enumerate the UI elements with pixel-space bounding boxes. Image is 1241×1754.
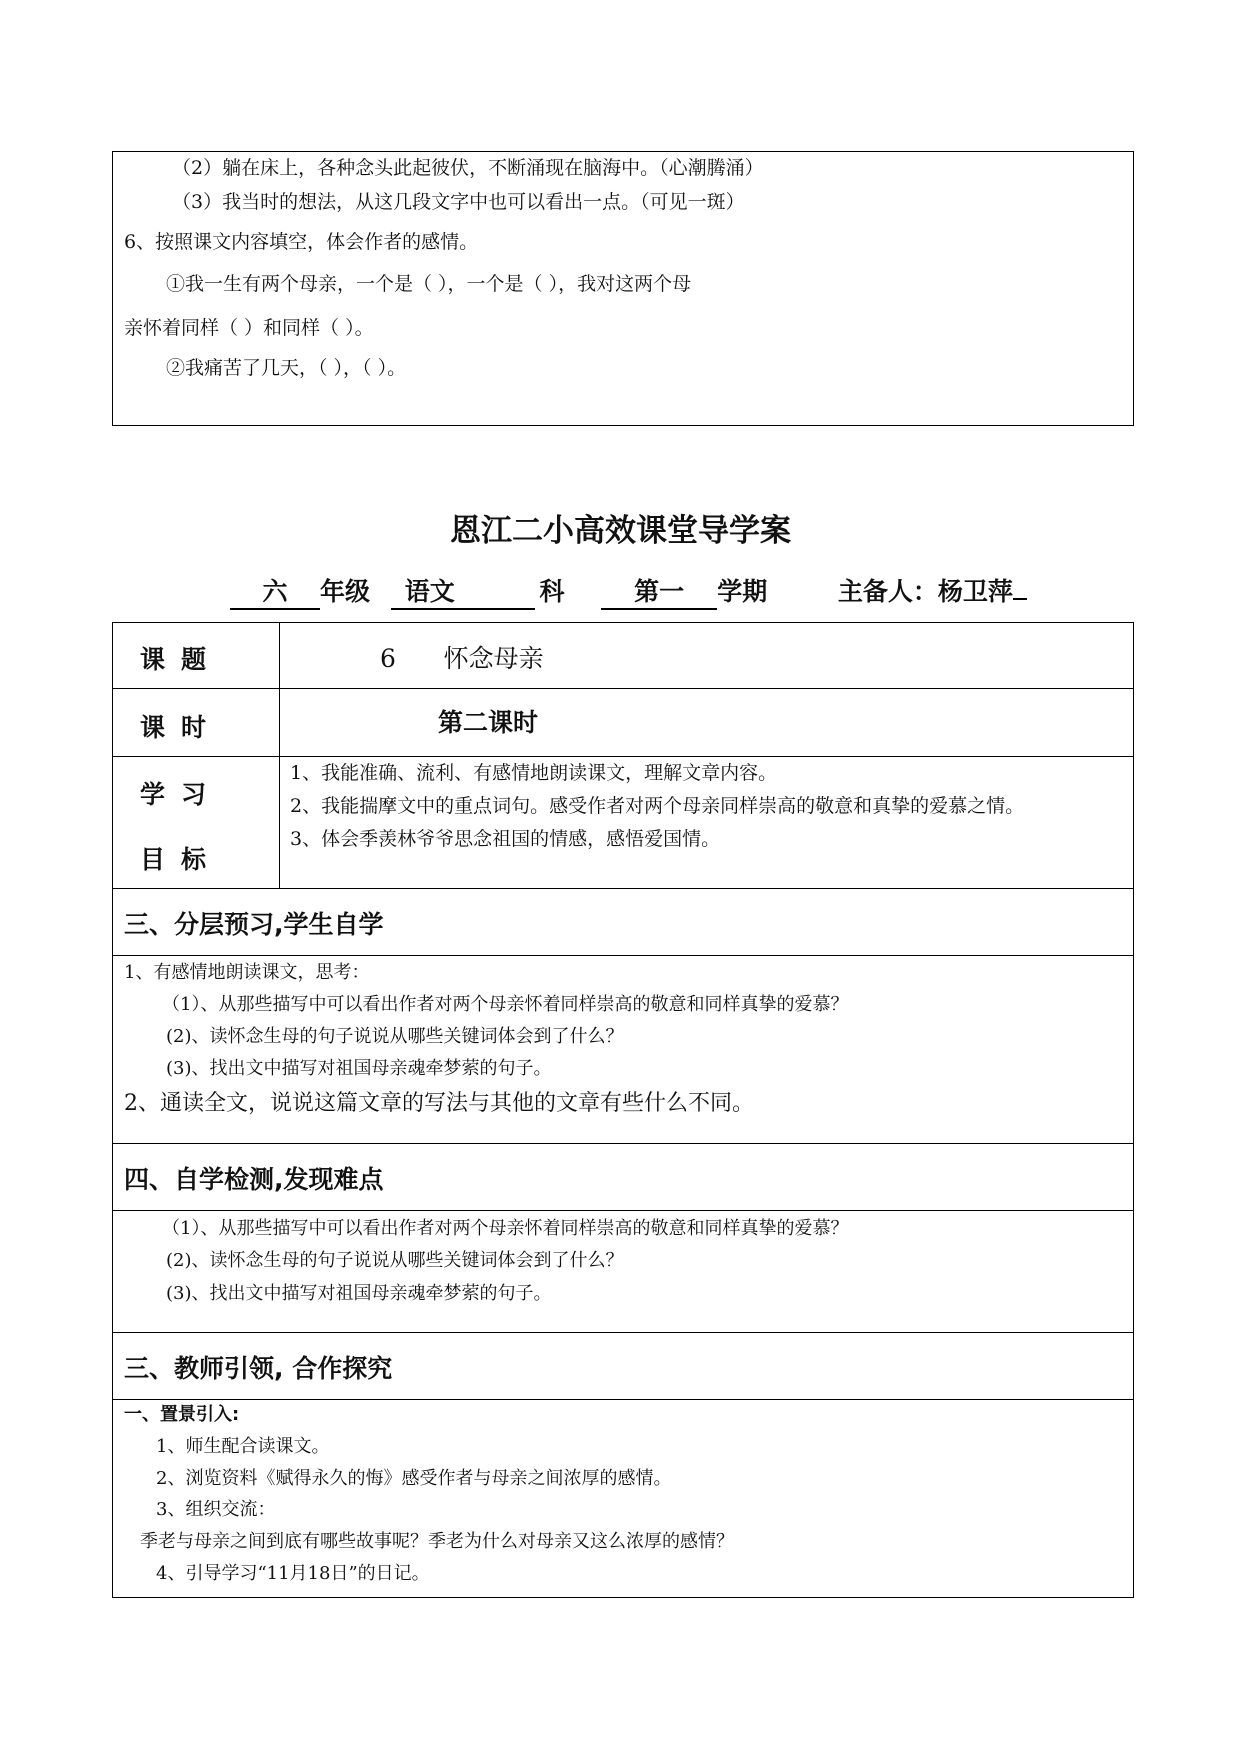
goal-item: 3、体会季羡林爷爷思念祖国的情感，感悟爱国情。 — [290, 828, 721, 850]
section-line: 4、引导学习“11月18日”的日记。 — [156, 1563, 430, 1584]
period-label: 课时 — [140, 713, 223, 742]
period-value: 第二课时 — [438, 708, 539, 737]
term-label: 学期 — [717, 577, 768, 606]
section-title: 三、分层预习,学生自学 — [124, 910, 384, 939]
section-title: 三、教师引领, 合作探究 — [124, 1354, 393, 1383]
section-title: 四、自学检测,发现难点 — [124, 1165, 384, 1194]
section-line: 2、浏览资料《赋得永久的悔》感受作者与母亲之间浓厚的感情。 — [156, 1468, 672, 1489]
section-line: （1）、从那些描写中可以看出作者对两个母亲怀着同样崇高的敬意和同样真挚的爱慕？ — [162, 994, 849, 1015]
subject-value: 语文 — [391, 576, 535, 610]
section-line: 2、通读全文，说说这篇文章的写法与其他的文章有些什么不同。 — [124, 1091, 754, 1116]
section-line: （1）、从那些描写中可以看出作者对两个母亲怀着同样崇高的敬意和同样真挚的爱慕？ — [162, 1218, 849, 1239]
page-title: 恩江二小高效课堂导学案 — [450, 513, 791, 549]
section-line: (3)、找出文中描写对祖国母亲魂牵梦萦的句子。 — [166, 1058, 552, 1079]
exercise-line: （2）躺在床上，各种念头此起彼伏，不断涌现在脑海中。（心潮腾涌） — [172, 157, 764, 179]
section-line: 1、师生配合读课文。 — [156, 1436, 330, 1457]
topic-label: 课题 — [140, 645, 223, 674]
exercise-line: 6、按照课文内容填空，体会作者的感情。 — [124, 231, 479, 253]
exercise-line: ①我一生有两个母亲，一个是（ ），一个是（ ），我对这两个母 — [166, 273, 692, 295]
section-line: 3、组织交流： — [156, 1499, 276, 1520]
goal-item: 1、我能准确、流利、有感情地朗读课文，理解文章内容。 — [290, 762, 778, 784]
author-label: 主备人：杨卫萍 — [837, 577, 1013, 606]
term-value: 第一 — [601, 576, 717, 610]
section-line: (3)、找出文中描写对祖国母亲魂牵梦萦的句子。 — [166, 1283, 552, 1304]
exercise-line: 亲怀着同样（ ）和同样（ ）。 — [124, 317, 374, 339]
section-line: (2)、读怀念生母的句子说说从哪些关键词体会到了什么？ — [166, 1026, 624, 1047]
grade-value: 六 — [230, 576, 320, 610]
section-line: 季老与母亲之间到底有哪些故事呢？季老为什么对母亲又这么浓厚的感情？ — [140, 1531, 734, 1552]
goal-label-bottom: 目标 — [140, 845, 223, 874]
goal-label-top: 学习 — [140, 780, 223, 809]
header-line — [230, 572, 1027, 610]
section-line: (2)、读怀念生母的句子说说从哪些关键词体会到了什么？ — [166, 1250, 624, 1271]
exercise-line: （3）我当时的想法，从这几段文字中也可以看出一点。（可见一斑） — [172, 191, 745, 213]
goal-item: 2、我能揣摩文中的重点词句。感受作者对两个母亲同样崇高的敬意和真挚的爱慕之情。 — [290, 795, 1025, 817]
section-subtitle: 一、置景引入: — [124, 1404, 240, 1425]
grade-label: 年级 — [320, 577, 371, 606]
section-line: 1、有感情地朗读课文，思考： — [124, 962, 370, 983]
exercise-line: ②我痛苦了几天，（ ），（ ）。 — [166, 357, 407, 379]
subject-label: 科 — [539, 577, 565, 606]
topic-value: 6 怀念母亲 — [380, 644, 544, 673]
